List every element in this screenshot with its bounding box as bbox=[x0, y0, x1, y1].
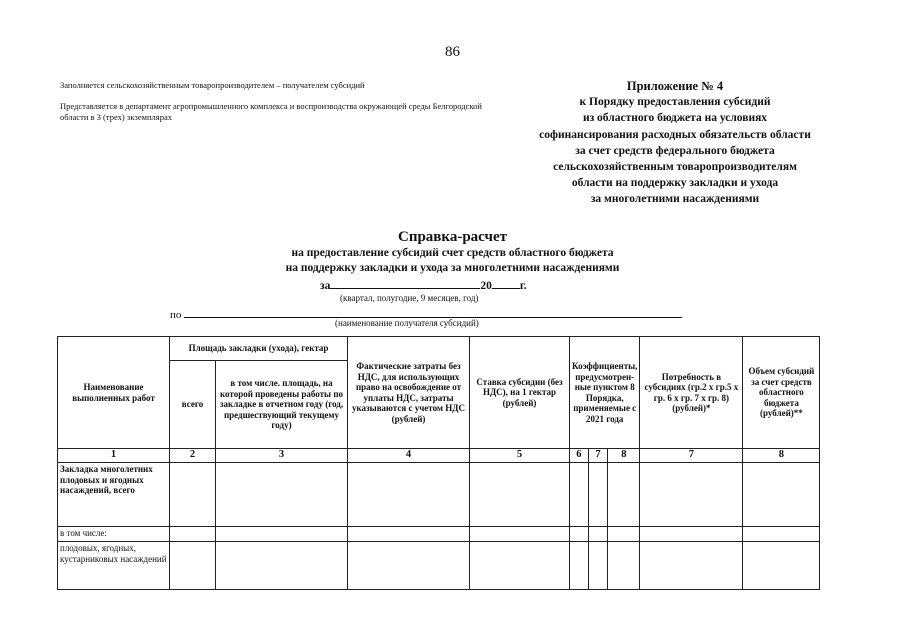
header-area-incl: в том числе. площадь, на которой проведены работы по закладке в отчетном году (год, предшествующий текущему году) bbox=[216, 361, 348, 449]
period-line bbox=[320, 277, 527, 292]
appendix-line: из областного бюджета на условиях bbox=[582, 112, 768, 125]
table-cell[interactable] bbox=[216, 463, 348, 527]
column-number: 8 bbox=[743, 449, 820, 463]
table-cell[interactable] bbox=[608, 542, 640, 590]
header-need: Потребность в субсидиях (гр.2 х гр.5 х гр. 6 х гр. 7 х гр. 8) (рублей)* bbox=[640, 337, 743, 449]
column-number: 2 bbox=[170, 449, 216, 463]
row-label: плодовых, ягодных, кустарниковых насаждений bbox=[58, 542, 170, 590]
appendix-title: Приложение № 4 bbox=[626, 79, 724, 93]
table-cell[interactable] bbox=[470, 542, 570, 590]
table-cell[interactable] bbox=[570, 542, 589, 590]
period-blank[interactable] bbox=[330, 277, 480, 289]
table-cell[interactable] bbox=[348, 527, 470, 542]
recipient-hint: (наименование получателя субсидий) bbox=[335, 318, 479, 328]
table-cell[interactable] bbox=[216, 542, 348, 590]
header-rate: Ставка субсидии (без НДС), на 1 гектар (рублей) bbox=[470, 337, 570, 449]
header-area-group: Площадь закладки (ухода), гектар bbox=[170, 337, 348, 361]
table-cell[interactable] bbox=[743, 542, 820, 590]
table-cell[interactable] bbox=[470, 463, 570, 527]
table-cell[interactable] bbox=[588, 527, 608, 542]
appendix-line: к Порядку предоставления субсидий bbox=[579, 96, 771, 109]
table-cell[interactable] bbox=[640, 542, 743, 590]
calculation-table bbox=[57, 336, 820, 590]
table-row bbox=[58, 542, 820, 590]
row-label: Закладка многолетних плодовых и ягодных насаждений, всего bbox=[58, 463, 170, 527]
table-cell[interactable] bbox=[640, 527, 743, 542]
appendix-line: софинансирования расходных обязательств области bbox=[539, 128, 811, 141]
table-cell[interactable] bbox=[608, 527, 640, 542]
header-volume: Объем субсидий за счет средств областного бюджета (рублей)** bbox=[743, 337, 820, 449]
column-number: 4 bbox=[348, 449, 470, 463]
table-row bbox=[58, 527, 820, 542]
table-cell[interactable] bbox=[348, 463, 470, 527]
recipient-blank[interactable] bbox=[184, 306, 682, 318]
table-cell[interactable] bbox=[216, 527, 348, 542]
column-number: 1 bbox=[58, 449, 170, 463]
recipient-prefix: по bbox=[170, 309, 182, 321]
column-number: 3 bbox=[216, 449, 348, 463]
year-blank[interactable] bbox=[492, 277, 520, 289]
table-cell[interactable] bbox=[570, 527, 589, 542]
appendix-block bbox=[505, 78, 845, 208]
page-number: 86 bbox=[445, 44, 460, 60]
table-row bbox=[58, 463, 820, 527]
period-prefix: за bbox=[320, 280, 331, 292]
appendix-line: области на поддержку закладки и ухода bbox=[571, 177, 779, 190]
header-coefficients: Коэффициенты, предусмотрен-ные пунктом 8 Порядка, применяемые с 2021 года bbox=[570, 337, 640, 449]
header-area-total: всего bbox=[170, 361, 216, 449]
period-hint: (квартал, полугодие, 9 месяцев, год) bbox=[340, 293, 479, 303]
document-subtitle: на предоставление субсидий счет средств областного бюджета bbox=[291, 247, 614, 259]
table-cell[interactable] bbox=[608, 463, 640, 527]
table-cell[interactable] bbox=[588, 542, 608, 590]
table-cell[interactable] bbox=[640, 463, 743, 527]
appendix-line: за счет средств федерального бюджета bbox=[575, 144, 775, 157]
column-number: 7 bbox=[588, 449, 608, 463]
column-number: 6 bbox=[570, 449, 589, 463]
table-cell[interactable] bbox=[170, 527, 216, 542]
table-cell[interactable] bbox=[743, 463, 820, 527]
document-subtitle: на поддержку закладки и ухода за многолетними насаждениями bbox=[285, 262, 620, 274]
table-cell[interactable] bbox=[348, 542, 470, 590]
table-cell[interactable] bbox=[470, 527, 570, 542]
document-title: Справка-расчет bbox=[397, 229, 507, 245]
submitted-to-note: Представляется в департамент агропромышленного комплекса и воспроизводства окружающей среды Белгородской области в 3 (трех) экземплярах bbox=[60, 101, 482, 122]
appendix-line: за многолетними насаждениями bbox=[590, 193, 760, 206]
period-year: 20 bbox=[480, 280, 492, 292]
column-number: 5 bbox=[470, 449, 570, 463]
header-actual-costs: Фактические затраты без НДС, для использующих право на освобождение от уплаты НДС, затраты указываются с учетом НДС (рублей) bbox=[348, 337, 470, 449]
table-cell[interactable] bbox=[170, 542, 216, 590]
header-work-name: Наименование выполненных работ bbox=[58, 337, 170, 449]
period-suffix: г. bbox=[519, 280, 527, 292]
column-number: 7 bbox=[640, 449, 743, 463]
row-label: в том числе: bbox=[58, 527, 170, 542]
appendix-line: сельскохозяйственным товаропроизводителям bbox=[553, 161, 797, 174]
table-cell[interactable] bbox=[170, 463, 216, 527]
column-number: 8 bbox=[608, 449, 640, 463]
table-cell[interactable] bbox=[743, 527, 820, 542]
filled-by-note: Заполняется сельскохозяйственным товаропроизводителем – получателем субсидий bbox=[60, 80, 365, 90]
table-cell[interactable] bbox=[588, 463, 608, 527]
table-cell[interactable] bbox=[570, 463, 589, 527]
